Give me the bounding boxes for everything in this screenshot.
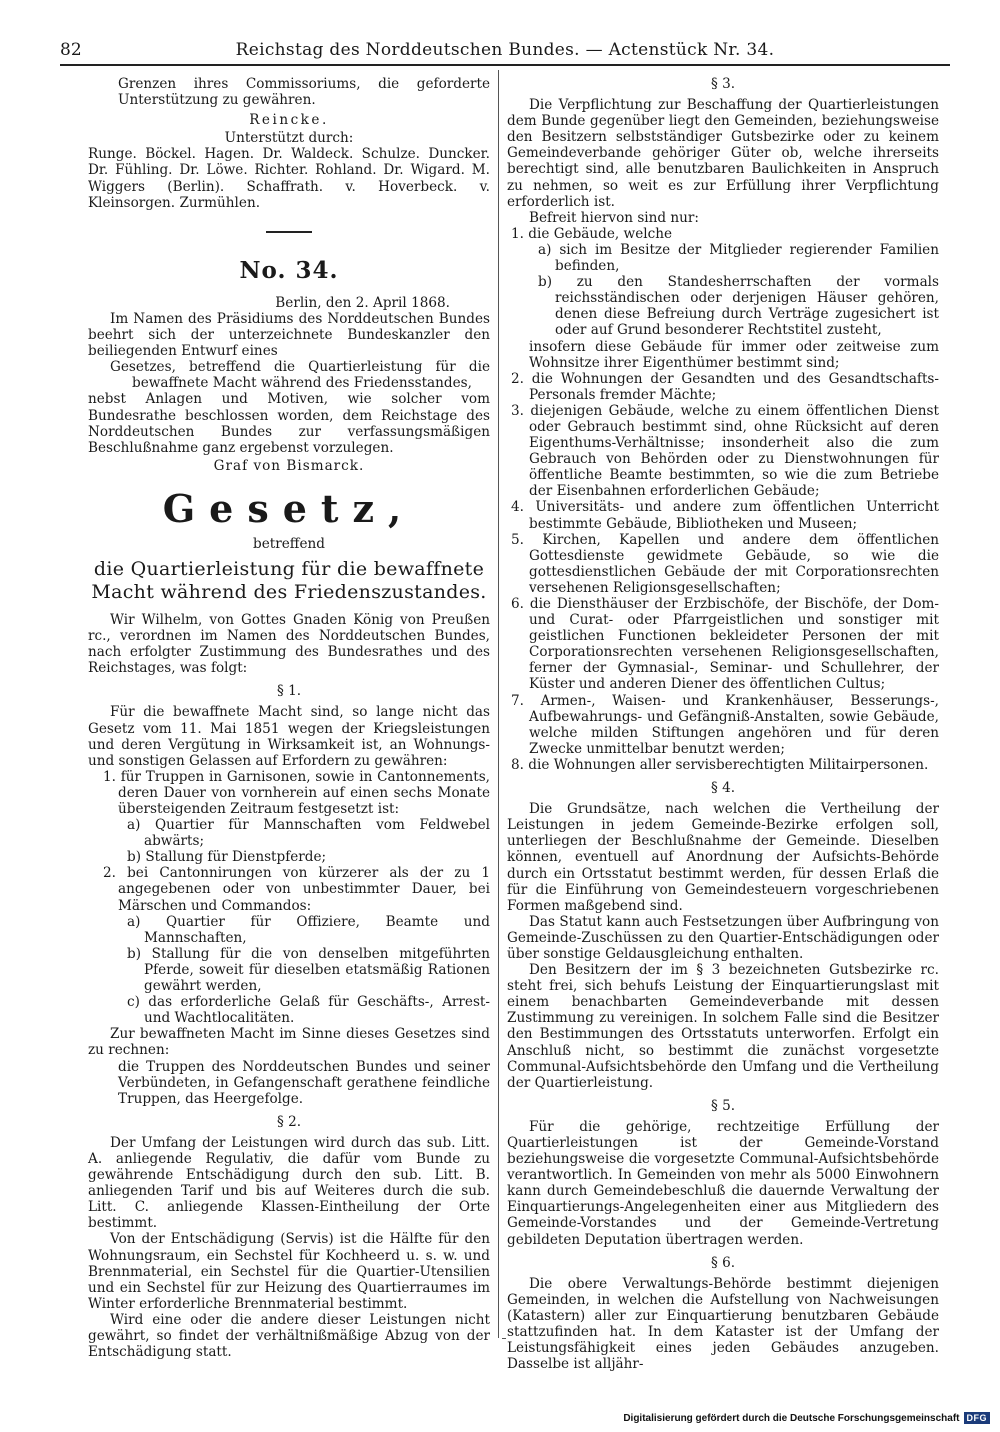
section-1-item-2b: b) Stallung für die von denselben mitgeführten Pferde, soweit für dieselben etatsmäßig Rationen gewährt werden,	[127, 945, 490, 995]
section-1-definition-items: die Truppen des Norddeutschen Bundes und seiner Verbündeten, in Gefangenschaft gerathene feindliche Truppen, das Heergefolge.	[118, 1058, 490, 1107]
section-2-paragraph-3: Wird eine oder die andere dieser Leistungen nicht gewährt, so findet der verhältnißmäßige Abzug von der Entschädigung statt.	[88, 1311, 490, 1361]
section-5-heading: § 5.	[710, 1097, 736, 1114]
chancellor-signature: Graf von Bismarck.	[213, 457, 365, 474]
right-column	[507, 76, 939, 1372]
section-1-heading: § 1.	[276, 683, 302, 700]
section-3-item-5: 5. Kirchen, Kapellen und andere dem öffentlichen Gottesdienste gewidmete Gebäude, so wie die gottesdienstlichen Gebäude der mit Corporationsrechten versehenen Religionsgesellschaften;	[511, 531, 939, 596]
section-3-item-1: 1. die Gebäude, welche	[511, 225, 673, 242]
section-3-item-7: 7. Armen-, Waisen- und Krankenhäuser, Besserungs-, Aufbewahrungs- und Gefängniß-Anstalten, sowie Gebäude, welche milden Stiftungen angehören und für deren Zwecke unmittelbar benutzt werden;	[511, 692, 939, 757]
dateline: Berlin, den 2. April 1868.	[275, 294, 450, 311]
section-3-item-8: 8. die Wohnungen aller servisberechtigten Militairpersonen.	[511, 756, 929, 773]
section-2-heading: § 2.	[276, 1113, 302, 1130]
section-1-item-1a: a) Quartier für Mannschaften vom Feldwebel abwärts;	[127, 817, 490, 850]
bottom-divider-mark	[502, 1338, 506, 1339]
section-3-paragraph-1: Die Verpflichtung zur Beschaffung der Quartierleistungen dem Bunde gegenüber liegt den Gemeinden, beziehungsweise den Besitzern selbstständiger Gutsbezirke oder zu keinem Gemeindeverbande gehöriger Güter ob, welche ihrerseits berechtigt sind, alle benutzbaren Baulichkeiten in Anspruch zu nehmen, so weit es zur Erfüllung ihrer Verpflichtung erforderlich ist.	[507, 97, 939, 210]
preamble: Wir Wilhelm, von Gottes Gnaden König von Preußen rc., verordnen im Namen des Norddeutschen Bundes, nach erfolgter Zustimmung des Bundesrathes und des Reichstages, was folgt:	[88, 611, 490, 677]
section-3-exemptions-intro: Befreit hiervon sind nur:	[529, 209, 700, 226]
funding-note: Digitalisierung gefördert durch die Deutsche Forschungsgemeinschaft	[623, 1412, 960, 1424]
supported-by-label: Unterstützt durch:	[224, 130, 354, 147]
section-1-item-2c: c) das erforderliche Gelaß für Geschäfts-, Arrest- und Wachtlocalitäten.	[127, 994, 490, 1027]
law-concerning: betreffend	[253, 535, 325, 552]
section-3-item-4: 4. Universitäts- und andere zum öffentlichen Unterricht bestimmte Gebäude, Bibliotheken und Museen;	[511, 499, 939, 532]
letter-bill-title: Gesetzes, betreffend die Quartierleistung für die bewaffnete Macht während des Friedensstandes,	[110, 359, 490, 392]
section-2-paragraph-1: Der Umfang der Leistungen wird durch das sub. Litt. A. anliegende Regulativ, die dafür vom Bunde zu gewährende Entschädigung durch den sub. Litt. B. anliegenden Tarif und bis auf Weiteres durch die sub. Litt. C. anliegende Klassen-Eintheilung der Orte bestimmt.	[88, 1134, 490, 1232]
section-1-item-2: 2. bei Cantonnirungen von kürzerer als der zu 1 angegebenen oder von unbestimmter Dauer, bei Märschen und Commandos:	[103, 865, 490, 914]
section-2-paragraph-2: Von der Entschädigung (Servis) ist die Hälfte für den Wohnungsraum, ein Sechstel für Kochheerd u. s. w. und Brennmaterial, ein Sechstel für die Quartier-Utensilien und ein Sechstel für zur Heizung des Quartierraumes im Winter erforderliche Brennmaterial bestimmt.	[88, 1231, 490, 1312]
section-1-item-1b: b) Stallung für Dienstpferde;	[127, 849, 327, 866]
signers-list: Runge. Böckel. Hagen. Dr. Waldeck. Schulze. Duncker. Dr. Fühling. Dr. Löwe. Richter. Rohland. Dr. Wigard. M. Wiggers (Berlin). Schaffrath. v. Hoverbeck. v. Kleinsorgen. Zurmühlen.	[88, 146, 490, 211]
section-1-intro: Für die bewaffnete Macht sind, so lange nicht das Gesetz vom 11. Mai 1851 wegen der Kriegsleistungen und deren Vergütung in Wirksamkeit ist, an Wohnungs- und sonstigen Gelassen auf Erfordern zu gewähren:	[88, 704, 490, 769]
section-4-paragraph-3: Den Besitzern der im § 3 bezeichneten Gutsbezirke rc. steht frei, sich behufs Leistung der Einquartierungslast mit einem benachbarten Gemeindeverbande mit dessen Zustimmung zu vereinigen. In solchem Falle sind die Besitzer den Bestimmungen des Ortsstatuts unterworfen. Erfolgt ein Anschluß nicht, so bestimmt die zunächst vorgesetzte Communal-Aufsichtsbehörde den Umfang und die Vertheilung der Quartierleistung.	[507, 962, 939, 1091]
section-6-heading: § 6.	[710, 1254, 736, 1271]
section-3-item-1b: b) zu den Standesherrschaften der vormals reichsständischen oder derjenigen Häuser gehören, denen diese Befreiung durch Verträge zugesichert ist oder auf Grund besonderer Rechtstitel zusteht,	[538, 274, 939, 339]
section-4-paragraph-1: Die Grundsätze, nach welchen die Vertheilung der Leistungen in jedem Gemeinde-Bezirke erfolgen soll, unterliegen der Beschlußnahme der Gemeinde. Dieselben können, eventuell auf Anordnung der Aufsichts-Behörde durch ein Ortsstatut bestimmt werden, für dessen Erlaß die für die Einführung von Gemeindesteuern vorgeschriebenen Formen maßgebend sind.	[507, 801, 939, 914]
letter-paragraph-2: nebst Anlagen und Motiven, wie solcher vom Bundesrathe beschlossen worden, dem Reichstage des Norddeutschen Bundes zur verfassungsmäßigen Beschlußnahme ganz ergebenst vorzulegen.	[88, 391, 490, 456]
section-3-heading: § 3.	[710, 76, 736, 92]
section-1-item-1: 1. für Truppen in Garnisonen, sowie in Cantonnements, deren Dauer von vornherein auf einen sechs Monate übersteigenden Zeitraum festgesetzt ist:	[103, 768, 490, 817]
section-3-item-3: 3. diejenigen Gebäude, welche zu einem öffentlichen Dienst oder Gebrauch bestimmt sind, ohne Rücksicht auf deren Eigenthums-Verhältnisse; insonderheit also die zum Gebrauch von Behörden oder zu Dienstwohnungen für öffentliche Beamte bestimmten, so wie die zum Betriebe der Eisenbahnen erforderlichen Gebäude;	[511, 402, 939, 500]
page-number: 82	[60, 40, 82, 60]
section-5-paragraph-1: Für die gehörige, rechtzeitige Erfüllung der Quartierleistungen ist der Gemeinde-Vorstand beziehungsweise die vorgesetzte Communal-Aufsichtsbehörde verantwortlich. In Gemeinden von mehr als 5000 Einwohnern kann durch Gemeindebeschluß die dauernde Verwaltung der Einquartierungs-Angelegenheiten einer aus Mitgliedern des Gemeinde-Vorstandes und der Gemeinde-Vertretung gebildeten Deputation übertragen werden.	[507, 1118, 939, 1248]
letter-paragraph-1: Im Namen des Präsidiums des Norddeutschen Bundes beehrt sich der unterzeichnete Bundeskanzler den beiliegenden Entwurf eines	[88, 310, 490, 360]
continuation-text: Grenzen ihres Commissoriums, die geforderte Unterstützung zu gewähren.	[118, 76, 490, 109]
funding-footer	[623, 1412, 990, 1424]
section-3-item-1a: a) sich im Besitze der Mitglieder regierender Familien befinden,	[538, 241, 939, 275]
running-head: Reichstag des Norddeutschen Bundes. — Actenstück Nr. 34.	[235, 40, 775, 60]
column-divider	[498, 70, 499, 1338]
left-column	[88, 76, 490, 1360]
dfg-logo: DFG	[964, 1412, 991, 1424]
section-3-item-6: 6. die Diensthäuser der Erzbischöfe, der Bischöfe, der Dom- und Curat- oder Pfarrgeistlichen und sonstiger mit geistlichen Functionen bekleideter Personen der mit Corporationsrechten versehenen Religionsgesellschaften, ferner der Gymnasial-, Seminar- und Schullehrer, der Küster und anderen Diener des öffentlichen Cultus;	[511, 596, 939, 693]
section-3-item-2: 2. die Wohnungen der Gesandten und des Gesandtschafts-Personals fremder Mächte;	[511, 370, 939, 403]
page-header	[60, 38, 950, 66]
section-6-paragraph-1: Die obere Verwaltungs-Behörde bestimmt diejenigen Gemeinden, in welchen die Aufstellung von Nachweisungen (Katastern) aller zur Einquartierung benutzbaren Gebäude stattzufinden hat. In dem Kataster ist der Umfang der Leistungsfähigkeit eines jeden Gebäudes anzugeben. Dasselbe ist alljähr-	[507, 1275, 939, 1373]
section-4-heading: § 4.	[710, 780, 736, 797]
section-1-item-2a: a) Quartier für Offiziere, Beamte und Mannschaften,	[127, 913, 490, 946]
section-4-paragraph-2: Das Statut kann auch Festsetzungen über Aufbringung von Gemeinde-Zuschüssen zu den Quartier-Entschädigungen oder über sonstige Geldausgleichung enthalten.	[507, 913, 939, 962]
section-1-definition: Zur bewaffneten Macht im Sinne dieses Gesetzes sind zu rechnen:	[88, 1026, 490, 1059]
document-number: No. 34.	[239, 256, 339, 284]
law-title: Gesetz,	[162, 485, 416, 531]
section-3-item-1-conclusion: insofern diese Gebäude für immer oder zeitweise zum Wohnsitze ihrer Eigenthümer bestimmt sind;	[529, 338, 939, 371]
signature-reincke: Reincke.	[249, 112, 329, 129]
law-subject: die Quartierleistung für die bewaffnete Macht während des Friedenszustandes.	[91, 557, 487, 603]
section-rule	[266, 231, 312, 233]
